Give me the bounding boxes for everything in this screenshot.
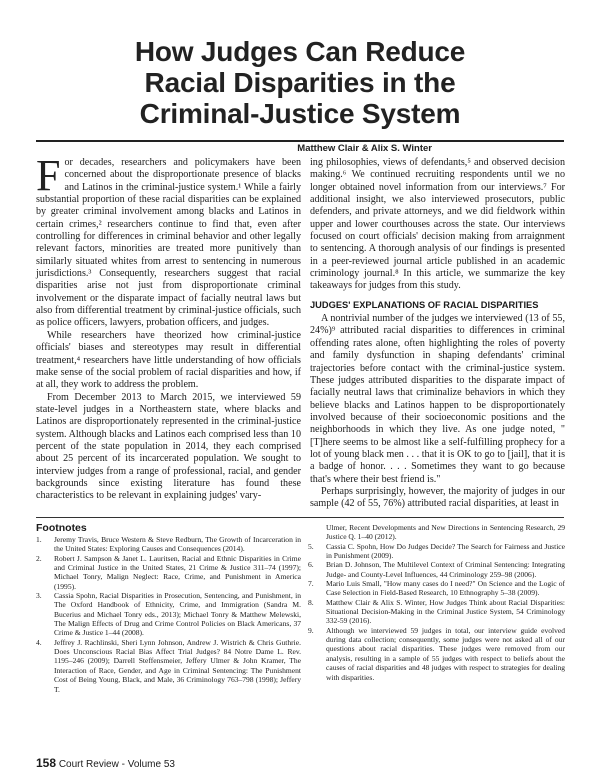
footnote-text: Robert J. Sampson & Janet L. Lauritsen, Racial and Ethnic Disparities in Crime and Criminal Justice in the United States, 21 Crime & Justice 311–74 (1997); Michael Tonry, Malign Neglect: Race, Crime, and Punishment in America (1995). (54, 553, 301, 591)
footnote-text: Ulmer, Recent Developments and New Directions in Sentencing Research, 29 Justice Q. 1–40 (2012). (326, 523, 565, 542)
byline-rule (36, 140, 564, 142)
footnotes-column-left (36, 535, 301, 694)
footnote-text: Jeffrey J. Rachlinski, Sheri Lynn Johnson, Andrew J. Wistrich & Chris Guthrie. Does Unconscious Racial Bias Affect Trial Judges? 84 Notre Dame L. Rev. 1195–246 (2009); Darrell Steffensmeier, Jeffery Ulmer & John Kramer, The Interaction of Race, Gender, and Age in Criminal Sentencing: The Punishment Cost of Being Young, Black, and Male, 36 Criminology 763–798 (1998); Jeffery T. (54, 637, 301, 694)
footnote-number: 4. (36, 637, 42, 647)
footnote-text: Cassia Spohn, Racial Disparities in Prosecution, Sentencing, and Punishment, in The Oxford Handbook of Ethnicity, Crime, and Immigration (Sandra M. Bucerius and Michael Tonry eds., 2013); Michael Tonry & Matthew Melewski, The Malign Effects of Drug and Crime Control Policies on Black Americans, 37 Crime & Justice 1–44 (2008). (54, 591, 301, 638)
drop-cap: F (36, 151, 61, 200)
title-line-3: Criminal-Justice System (139, 98, 461, 129)
footnote-1 (36, 535, 301, 554)
paragraph-3: From December 2013 to March 2015, we interviewed 59 state-level judges in a Northeastern state, where blacks and Latinos are disproportionately represented in the criminal-justice system. Although blacks and Latinos each comprised less than 10 percent of the state population in 2014, they each comprised about 25 percent of its incarcerated population. We sought to interview judges from a range of professional, racial, and gender backgrounds since existing literature has found these characteristics to be relevant in explaining judges' vary- (36, 391, 301, 502)
paragraph-1 (36, 151, 301, 330)
footnote-6 (308, 560, 565, 579)
footnote-5 (308, 542, 565, 561)
footnote-text: Matthew Clair & Alix S. Winter, How Judges Think about Racial Disparities: Situational Decision-Making in the Criminal Justice System, 54 Criminology 332-59 (2016). (326, 597, 565, 626)
section-heading: JUDGES' EXPLANATIONS OF RACIAL DISPARITIES (310, 299, 539, 310)
footnotes-column-right (308, 523, 565, 682)
body-column-left (36, 151, 301, 503)
title-line-2: Racial Disparities in the (144, 67, 456, 98)
footnote-text: Although we interviewed 59 judges in total, our interview guide evolved during data collection; consequently, some judges were not asked all of our questions about racial disparities. These judges were removed from our analysis, resulting in a sample of 55 judges with respect to beliefs about the causes of racial disparities and 48 judges with respect to strategies for dealing with disparities. (326, 625, 565, 682)
footnotes-heading: Footnotes (36, 522, 87, 534)
footnote-text: Mario Luis Small, "How many cases do I need?" On Science and the Logic of Case Selection in Field-Based Research, 10 Ethnography 5–38 (2009). (326, 579, 565, 598)
footnote-4-continued (308, 523, 565, 542)
page-footer (36, 756, 175, 770)
footnote-8 (308, 598, 565, 626)
article-title (0, 36, 600, 129)
footnote-4 (36, 638, 301, 694)
footnote-number: 2. (36, 553, 42, 563)
paragraph-5: A nontrivial number of the judges we interviewed (13 of 55, 24%)⁹ attributed racial disparities to differences in criminal offending rates alone, often highlighting the roles of poverty and family dysfunction in shaping defendants' criminal trajectories before contact with the criminal-justice system. These judges attributed disparities to the disparate impact of facially neutral laws that criminalize behaviors in which they believe blacks and Latinos happen to be disproportionately involved because of their socioeconomic positions and the neighborhoods in which they live. As one judge noted, "[T]here seems to be almost like a self-fulfilling prophecy for a lot of young black men . . . that it is OK to go to [jail], that it is a badge of honor. . . . Sometimes they want to go because that's where their best friend is." (310, 313, 565, 485)
footnote-number: 6. (308, 560, 314, 570)
footnotes-rule (36, 517, 564, 518)
footnote-text: Jeremy Travis, Bruce Western & Steve Redburn, The Growth of Incarceration in the United States: Exploring Causes and Consequences (2014). (54, 535, 301, 554)
footnote-number: 8. (308, 597, 314, 607)
footnote-number: 7. (308, 579, 314, 589)
footnote-9 (308, 626, 565, 682)
footnote-2 (36, 554, 301, 591)
footnote-number: 1. (36, 535, 42, 544)
paragraph-4: ing philosophies, views of defendants,⁵ and observed decision making.⁶ We continued recruiting respondents until we no longer obtained novel information from our interviews.⁷ For additional insight, we also interviewed prosecutors, public defenders, and private attorneys, and we did fieldwork within upper and lower courthouses across the state. Our interviews focused on court officials' decision making from arraignment to sentencing. A thorough analysis of our findings is presented in a peer-reviewed journal article published in an academic criminology journal.⁸ In this article, we summarize the key takeaways for judges from this study. (310, 157, 565, 292)
page-number: 158 (36, 756, 57, 770)
paragraph-2: While researchers have theorized how criminal-justice officials' biases and stereotypes may result in differential treatment,⁴ researchers have little understanding of how officials make sense of the social problem of racial disparities and how, if at all, they work to address the problem. (36, 329, 301, 391)
journal-name: Court Review - Volume 53 (58, 759, 175, 770)
paragraph-6: Perhaps surprisingly, however, the majority of judges in our sample (42 of 55, 76%) attributed racial disparities, at least in (310, 485, 565, 510)
footnote-number: 9. (308, 625, 314, 635)
byline: Matthew Clair & Alix S. Winter (297, 143, 432, 154)
body-column-right (310, 157, 565, 511)
footnote-7 (308, 579, 565, 598)
footnote-text: Cassia C. Spohn, How Do Judges Decide? The Search for Fairness and Justice in Punishment (2009). (326, 541, 565, 561)
footnote-number: 5. (308, 541, 314, 551)
footnote-number: 3. (36, 591, 42, 601)
footnote-text: Brian D. Johnson, The Multilevel Context of Criminal Sentencing: Integrating Judge- and County-Level Influences, 44 Criminology 259–98 (2006). (326, 560, 565, 579)
title-line-1: How Judges Can Reduce (134, 36, 466, 67)
paragraph-1-text: or decades, researchers and policymakers have been concerned about the disproportionate presence of blacks and Latinos in the criminal-justice system.¹ While a fairly substantial proportion of these racial disparities can be explained by greater criminal involvement among blacks and Latinos in certain crimes,² researchers continue to find that, even after controlling for differences in criminal behavior and other legally relevant factors, minorities are treated more punitively than similarly situated whites from arrest to sentencing in numerous jurisdictions.³ Consequently, researchers suggest that racial disparities arise not just from disproportionate criminal involvement or the disparate impact of facially neutral laws but also from differential treatment by criminal-justice officials, such as police officers, lawyers, probation officers, and judges. (36, 157, 301, 329)
footnote-3 (36, 591, 301, 638)
